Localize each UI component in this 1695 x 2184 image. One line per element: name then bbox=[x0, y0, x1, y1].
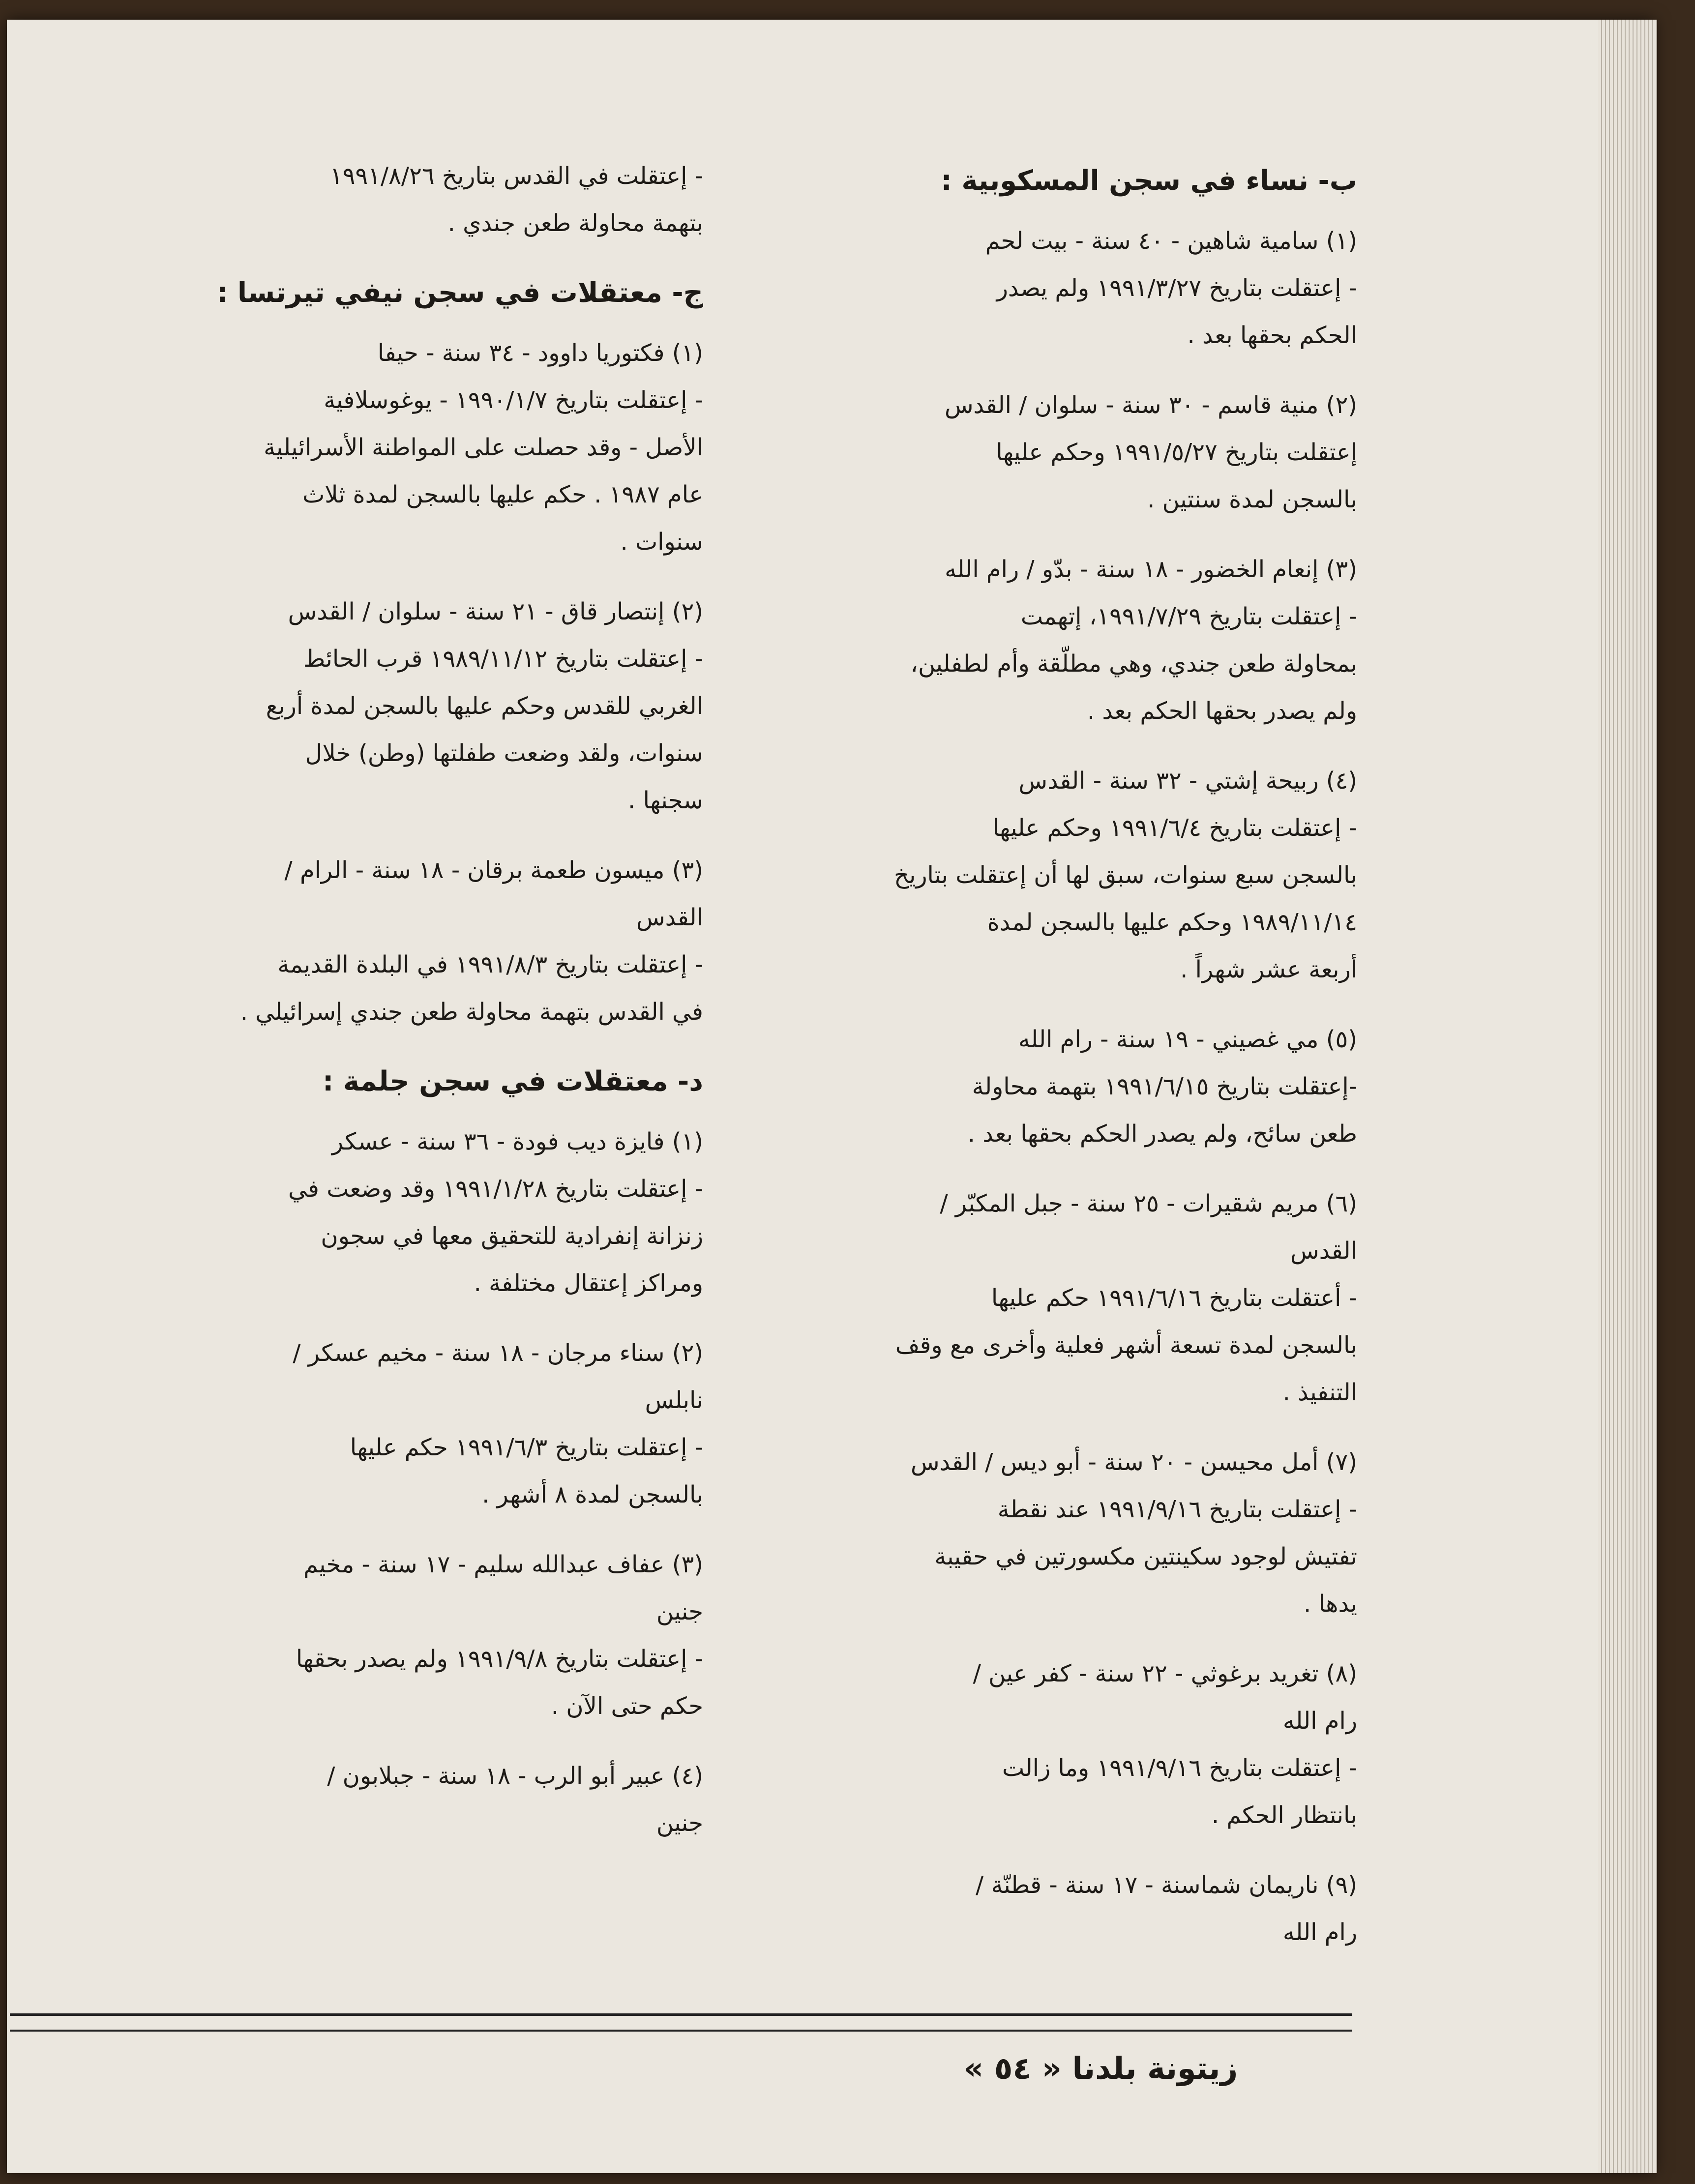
entry-line: بتهمة محاولة طعن جندي . bbox=[447, 209, 703, 237]
entry-line: سنوات . bbox=[620, 528, 703, 556]
entry-line: التنفيذ . bbox=[1282, 1379, 1357, 1406]
entry-line: يدها . bbox=[1303, 1590, 1357, 1618]
entry-line: - إعتقلت بتاريخ ١٩٩٠/١/٧ - يوغوسلافية bbox=[324, 386, 703, 414]
entry-line: (١) سامية شاهين - ٤٠ سنة - بيت لحم bbox=[985, 227, 1357, 255]
detainee-entry bbox=[743, 757, 1357, 993]
entry-line: بانتظار الحكم . bbox=[1211, 1801, 1357, 1829]
right-column bbox=[743, 152, 1357, 1978]
detainee-entry bbox=[89, 329, 703, 565]
entry-line: (٣) إنعام الخضور - ١٨ سنة - بدّو / رام الله bbox=[945, 556, 1357, 583]
entry-line: جنين bbox=[656, 1809, 703, 1837]
detainee-entry bbox=[89, 1541, 703, 1730]
section-heading: ج- معتقلات في سجن نيفي تيرتسا : bbox=[217, 277, 703, 309]
detainee-entry bbox=[89, 1329, 703, 1518]
footer-rule-second bbox=[10, 2030, 1352, 2032]
entry-line: - إعتقلت في القدس بتاريخ ١٩٩١/٨/٢٦ bbox=[329, 162, 703, 190]
page-content bbox=[89, 152, 1357, 1978]
entry-line: رام الله bbox=[1282, 1707, 1357, 1735]
entry-line: أربعة عشر شهراً . bbox=[1180, 956, 1357, 983]
detainee-entry bbox=[743, 217, 1357, 359]
entry-line: - إعتقلت بتاريخ ١٩٩١/٧/٢٩، إتهمت bbox=[1020, 603, 1357, 630]
entry-line: زنزانة إنفرادية للتحقيق معها في سجون bbox=[321, 1222, 703, 1250]
entry-line: إعتقلت بتاريخ ١٩٩١/٥/٢٧ وحكم عليها bbox=[996, 439, 1357, 466]
entry-line: - إعتقلت بتاريخ ١٩٩١/٩/١٦ عند نقطة bbox=[997, 1496, 1357, 1523]
detainee-entry bbox=[743, 1439, 1357, 1627]
detainee-entry bbox=[743, 1180, 1357, 1416]
entry-line: الغربي للقدس وحكم عليها بالسجن لمدة أربع bbox=[266, 692, 703, 720]
detainee-entry bbox=[743, 546, 1357, 735]
entry-line: (٣) عفاف عبدالله سليم - ١٧ سنة - مخيم bbox=[303, 1551, 703, 1578]
entry-line: رام الله bbox=[1282, 1918, 1357, 1946]
detainee-entry bbox=[743, 1650, 1357, 1839]
entry-line: (٩) ناريمان شماسنة - ١٧ سنة - قطنّة / bbox=[976, 1871, 1357, 1899]
entry-line: ١٩٨٩/١١/١٤ وحكم عليها بالسجن لمدة bbox=[987, 909, 1357, 936]
entry-line: ومراكز إعتقال مختلفة . bbox=[474, 1269, 703, 1297]
entry-line: ولم يصدر بحقها الحكم بعد . bbox=[1087, 697, 1357, 725]
entry-line: (٦) مريم شقيرات - ٢٥ سنة - جبل المكبّر / bbox=[940, 1190, 1357, 1217]
entry-line: (١) فكتوريا داوود - ٣٤ سنة - حيفا bbox=[377, 339, 703, 367]
entry-line: سنوات، ولقد وضعت طفلتها (وطن) خلال bbox=[305, 739, 703, 767]
entry-line: - إعتقلت بتاريخ ١٩٩١/٣/٢٧ ولم يصدر bbox=[996, 274, 1357, 302]
entry-line: (٤) عبير أبو الرب - ١٨ سنة - جبلابون / bbox=[327, 1762, 703, 1790]
page-edges bbox=[1598, 20, 1657, 2173]
entry-line: سجنها . bbox=[628, 787, 703, 814]
entry-line: - إعتقلت بتاريخ ١٩٩١/٩/٨ ولم يصدر بحقها bbox=[296, 1645, 703, 1673]
detainee-entry bbox=[89, 1118, 703, 1307]
detainee-entry bbox=[743, 1016, 1357, 1157]
entry-line: تفتيش لوجود سكينتين مكسورتين في حقيبة bbox=[934, 1543, 1357, 1570]
footer-title: زيتونة بلدنا « ٥٤ » bbox=[964, 2050, 1238, 2086]
entry-line: بالسجن لمدة ٨ أشهر . bbox=[482, 1481, 703, 1508]
section-heading: ب- نساء في سجن المسكوبية : bbox=[941, 165, 1357, 197]
entry-line: - إعتقلت بتاريخ ١٩٩١/١/٢٨ وقد وضعت في bbox=[288, 1175, 703, 1203]
entry-line: بالسجن لمدة سنتين . bbox=[1147, 486, 1357, 513]
entry-line: (٢) منية قاسم - ٣٠ سنة - سلوان / القدس bbox=[944, 391, 1357, 419]
entry-line: (٥) مي غصيني - ١٩ سنة - رام الله bbox=[1018, 1026, 1357, 1053]
entry-line: حكم حتى الآن . bbox=[551, 1692, 703, 1720]
detainee-entry bbox=[89, 152, 703, 247]
entry-line: الحكم بحقها بعد . bbox=[1187, 322, 1357, 349]
section-heading: د- معتقلات في سجن جلمة : bbox=[323, 1065, 703, 1097]
entry-line: (٣) ميسون طعمة برقان - ١٨ سنة - الرام / bbox=[284, 856, 703, 884]
entry-line: القدس bbox=[636, 904, 703, 931]
entry-line: - إعتقلت بتاريخ ١٩٩١/٦/٤ وحكم عليها bbox=[992, 814, 1357, 842]
entry-line: - إعتقلت بتاريخ ١٩٨٩/١١/١٢ قرب الحائط bbox=[303, 645, 703, 673]
detainee-entry bbox=[89, 1752, 703, 1847]
entry-line: نابلس bbox=[645, 1387, 703, 1414]
detainee-entry bbox=[743, 382, 1357, 523]
entry-line: (٤) ربيحة إشتي - ٣٢ سنة - القدس bbox=[1018, 767, 1357, 795]
left-column bbox=[89, 152, 703, 1978]
entry-line: - إعتقلت بتاريخ ١٩٩١/٨/٣ في البلدة القديمة bbox=[277, 951, 703, 978]
detainee-entry bbox=[743, 1861, 1357, 1956]
entry-line: طعن سائح، ولم يصدر الحكم بحقها بعد . bbox=[967, 1120, 1357, 1148]
entry-line: (٢) إنتصار قاق - ٢١ سنة - سلوان / القدس bbox=[288, 598, 703, 625]
entry-line: الأصل - وقد حصلت على المواطنة الأسرائيلية bbox=[264, 434, 703, 461]
footer-rule bbox=[10, 2013, 1352, 2032]
entry-line: - أعتقلت بتاريخ ١٩٩١/٦/١٦ حكم عليها bbox=[991, 1284, 1357, 1312]
entry-line: (١) فايزة ديب فودة - ٣٦ سنة - عسكر bbox=[331, 1128, 703, 1155]
entry-line: - إعتقلت بتاريخ ١٩٩١/٩/١٦ وما زالت bbox=[1002, 1754, 1357, 1782]
entry-line: في القدس بتهمة محاولة طعن جندي إسرائيلي . bbox=[240, 998, 703, 1026]
entry-line: جنين bbox=[656, 1598, 703, 1625]
entry-line: -إعتقلت بتاريخ ١٩٩١/٦/١٥ بتهمة محاولة bbox=[972, 1073, 1357, 1100]
entry-line: - إعتقلت بتاريخ ١٩٩١/٦/٣ حكم عليها bbox=[350, 1434, 703, 1461]
entry-line: بالسجن سبع سنوات، سبق لها أن إعتقلت بتاريخ bbox=[894, 861, 1357, 889]
entry-line: بمحاولة طعن جندي، وهي مطلّقة وأم لطفلين، bbox=[910, 650, 1357, 678]
entry-line: (٧) أمل محيسن - ٢٠ سنة - أبو ديس / القدس bbox=[910, 1448, 1357, 1476]
detainee-entry bbox=[89, 588, 703, 824]
detainee-entry bbox=[89, 847, 703, 1035]
entry-line: بالسجن لمدة تسعة أشهر فعلية وأخرى مع وقف bbox=[895, 1331, 1357, 1359]
entry-line: (٨) تغريد برغوثي - ٢٢ سنة - كفر عين / bbox=[973, 1660, 1357, 1687]
entry-line: (٢) سناء مرجان - ١٨ سنة - مخيم عسكر / bbox=[293, 1339, 703, 1367]
entry-line: القدس bbox=[1290, 1237, 1357, 1265]
entry-line: عام ١٩٨٧ . حكم عليها بالسجن لمدة ثلاث bbox=[302, 481, 703, 508]
